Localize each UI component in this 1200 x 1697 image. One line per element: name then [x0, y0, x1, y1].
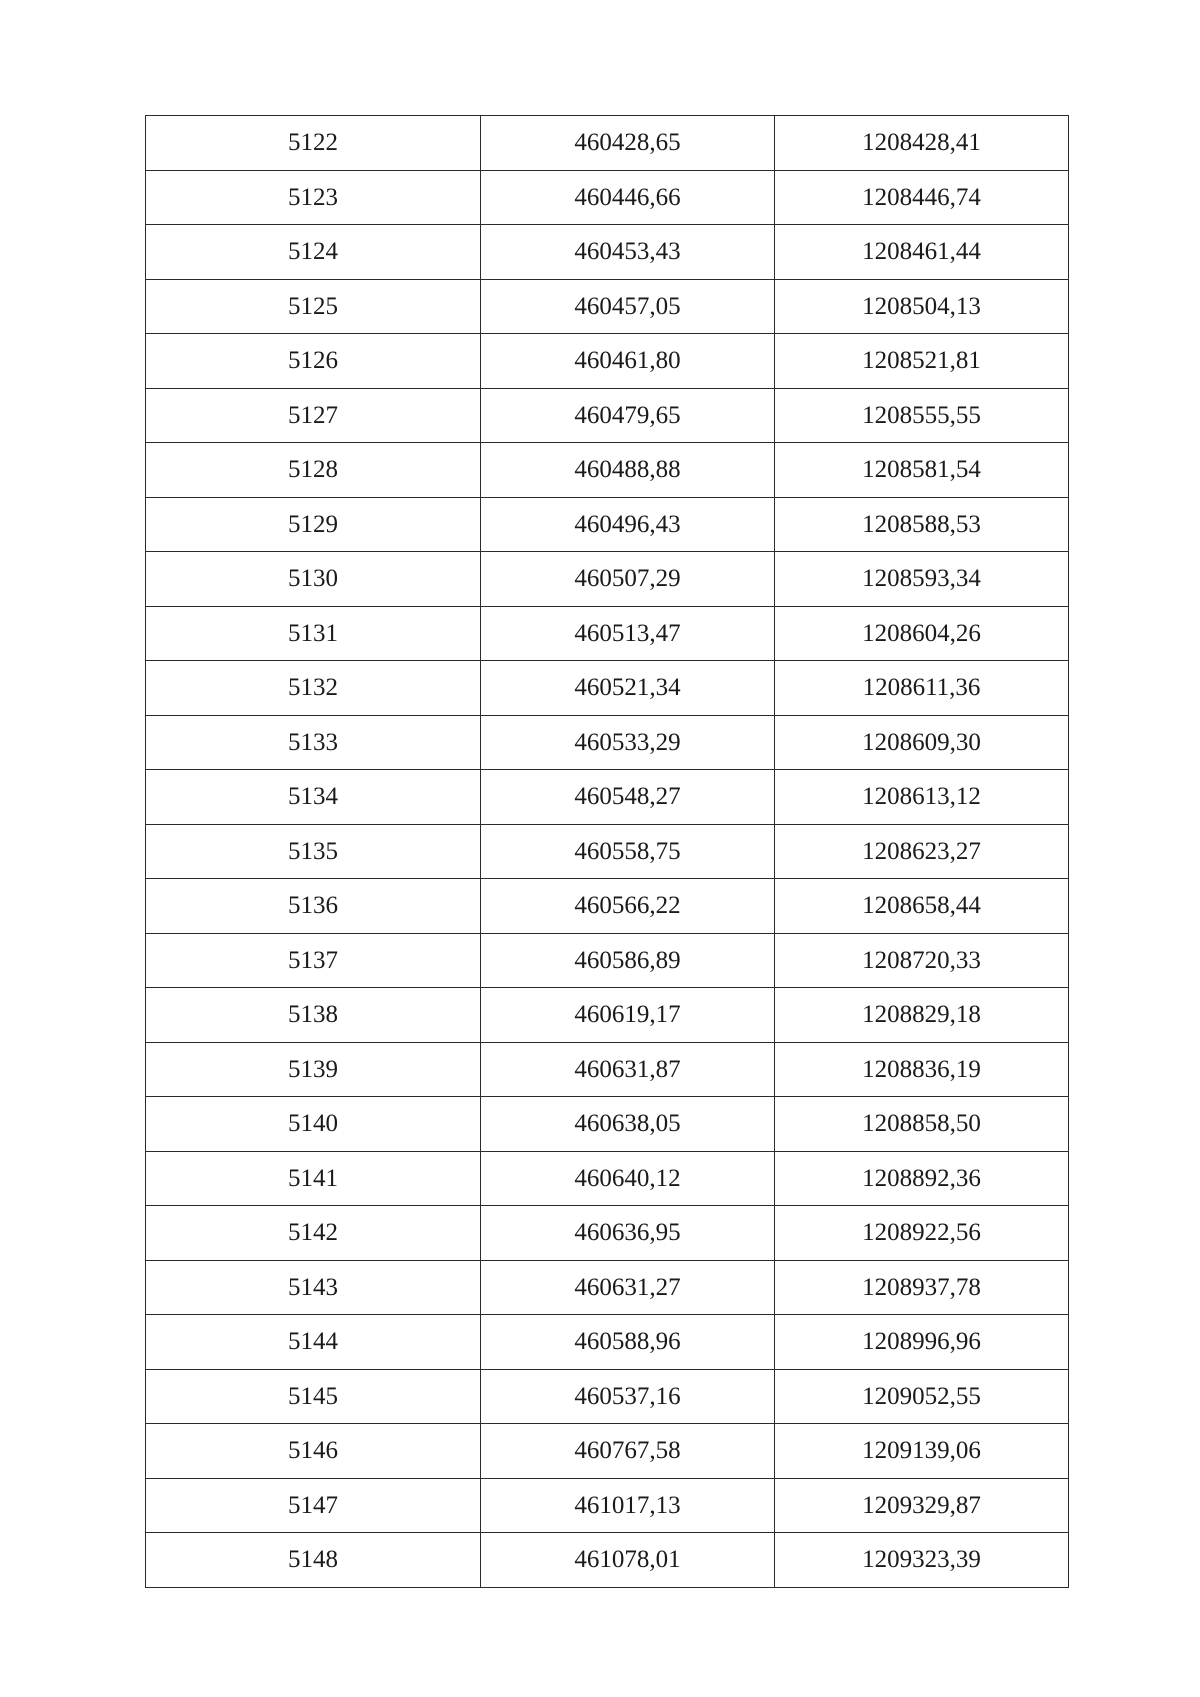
y-coordinate-cell: 1208581,54: [775, 443, 1069, 498]
table-row: [146, 1369, 1069, 1424]
y-coordinate-cell: 1208829,18: [775, 988, 1069, 1043]
y-coordinate-cell: 1208836,19: [775, 1042, 1069, 1097]
x-coordinate-cell: 460521,34: [481, 661, 775, 716]
x-coordinate-cell: 460638,05: [481, 1097, 775, 1152]
x-coordinate-cell: 460461,80: [481, 334, 775, 389]
point-number-cell: 5126: [146, 334, 481, 389]
y-coordinate-cell: 1208461,44: [775, 225, 1069, 280]
point-number-cell: 5143: [146, 1260, 481, 1315]
point-number-cell: 5148: [146, 1533, 481, 1588]
x-coordinate-cell: 460488,88: [481, 443, 775, 498]
y-coordinate-cell: 1208858,50: [775, 1097, 1069, 1152]
y-coordinate-cell: 1208611,36: [775, 661, 1069, 716]
x-coordinate-cell: 461017,13: [481, 1478, 775, 1533]
coordinates-table-body: [146, 116, 1069, 1588]
point-number-cell: 5137: [146, 933, 481, 988]
x-coordinate-cell: 460558,75: [481, 824, 775, 879]
table-row: [146, 552, 1069, 607]
table-row: [146, 1260, 1069, 1315]
table-row: [146, 334, 1069, 389]
table-row: [146, 1533, 1069, 1588]
x-coordinate-cell: 460588,96: [481, 1315, 775, 1370]
coordinates-table: [145, 115, 1069, 1588]
y-coordinate-cell: 1208937,78: [775, 1260, 1069, 1315]
y-coordinate-cell: 1209323,39: [775, 1533, 1069, 1588]
table-row: [146, 1097, 1069, 1152]
x-coordinate-cell: 460428,65: [481, 116, 775, 171]
table-row: [146, 606, 1069, 661]
point-number-cell: 5130: [146, 552, 481, 607]
point-number-cell: 5142: [146, 1206, 481, 1261]
y-coordinate-cell: 1208504,13: [775, 279, 1069, 334]
x-coordinate-cell: 461078,01: [481, 1533, 775, 1588]
x-coordinate-cell: 460631,27: [481, 1260, 775, 1315]
table-row: [146, 116, 1069, 171]
table-row: [146, 1315, 1069, 1370]
y-coordinate-cell: 1208658,44: [775, 879, 1069, 934]
y-coordinate-cell: 1208613,12: [775, 770, 1069, 825]
y-coordinate-cell: 1208609,30: [775, 715, 1069, 770]
x-coordinate-cell: 460446,66: [481, 170, 775, 225]
x-coordinate-cell: 460479,65: [481, 388, 775, 443]
point-number-cell: 5128: [146, 443, 481, 498]
x-coordinate-cell: 460631,87: [481, 1042, 775, 1097]
table-row: [146, 225, 1069, 280]
point-number-cell: 5144: [146, 1315, 481, 1370]
x-coordinate-cell: 460548,27: [481, 770, 775, 825]
x-coordinate-cell: 460619,17: [481, 988, 775, 1043]
table-row: [146, 879, 1069, 934]
point-number-cell: 5134: [146, 770, 481, 825]
table-row: [146, 1151, 1069, 1206]
x-coordinate-cell: 460457,05: [481, 279, 775, 334]
x-coordinate-cell: 460453,43: [481, 225, 775, 280]
table-row: [146, 1424, 1069, 1479]
table-row: [146, 388, 1069, 443]
table-row: [146, 988, 1069, 1043]
x-coordinate-cell: 460496,43: [481, 497, 775, 552]
y-coordinate-cell: 1208922,56: [775, 1206, 1069, 1261]
point-number-cell: 5141: [146, 1151, 481, 1206]
table-row: [146, 770, 1069, 825]
point-number-cell: 5125: [146, 279, 481, 334]
table-row: [146, 824, 1069, 879]
x-coordinate-cell: 460513,47: [481, 606, 775, 661]
point-number-cell: 5131: [146, 606, 481, 661]
point-number-cell: 5135: [146, 824, 481, 879]
table-row: [146, 279, 1069, 334]
table-row: [146, 1206, 1069, 1261]
table-row: [146, 661, 1069, 716]
point-number-cell: 5123: [146, 170, 481, 225]
point-number-cell: 5140: [146, 1097, 481, 1152]
x-coordinate-cell: 460507,29: [481, 552, 775, 607]
y-coordinate-cell: 1209329,87: [775, 1478, 1069, 1533]
point-number-cell: 5139: [146, 1042, 481, 1097]
x-coordinate-cell: 460636,95: [481, 1206, 775, 1261]
y-coordinate-cell: 1208996,96: [775, 1315, 1069, 1370]
y-coordinate-cell: 1208604,26: [775, 606, 1069, 661]
y-coordinate-cell: 1208521,81: [775, 334, 1069, 389]
y-coordinate-cell: 1208446,74: [775, 170, 1069, 225]
y-coordinate-cell: 1209052,55: [775, 1369, 1069, 1424]
point-number-cell: 5124: [146, 225, 481, 280]
table-row: [146, 1042, 1069, 1097]
y-coordinate-cell: 1208593,34: [775, 552, 1069, 607]
point-number-cell: 5127: [146, 388, 481, 443]
y-coordinate-cell: 1208588,53: [775, 497, 1069, 552]
table-row: [146, 497, 1069, 552]
point-number-cell: 5132: [146, 661, 481, 716]
x-coordinate-cell: 460640,12: [481, 1151, 775, 1206]
y-coordinate-cell: 1209139,06: [775, 1424, 1069, 1479]
point-number-cell: 5145: [146, 1369, 481, 1424]
y-coordinate-cell: 1208892,36: [775, 1151, 1069, 1206]
point-number-cell: 5147: [146, 1478, 481, 1533]
x-coordinate-cell: 460586,89: [481, 933, 775, 988]
y-coordinate-cell: 1208720,33: [775, 933, 1069, 988]
point-number-cell: 5122: [146, 116, 481, 171]
y-coordinate-cell: 1208555,55: [775, 388, 1069, 443]
point-number-cell: 5146: [146, 1424, 481, 1479]
table-row: [146, 933, 1069, 988]
point-number-cell: 5138: [146, 988, 481, 1043]
y-coordinate-cell: 1208428,41: [775, 116, 1069, 171]
x-coordinate-cell: 460767,58: [481, 1424, 775, 1479]
point-number-cell: 5129: [146, 497, 481, 552]
point-number-cell: 5136: [146, 879, 481, 934]
x-coordinate-cell: 460537,16: [481, 1369, 775, 1424]
x-coordinate-cell: 460533,29: [481, 715, 775, 770]
table-row: [146, 443, 1069, 498]
point-number-cell: 5133: [146, 715, 481, 770]
table-row: [146, 715, 1069, 770]
table-row: [146, 1478, 1069, 1533]
table-row: [146, 170, 1069, 225]
x-coordinate-cell: 460566,22: [481, 879, 775, 934]
y-coordinate-cell: 1208623,27: [775, 824, 1069, 879]
